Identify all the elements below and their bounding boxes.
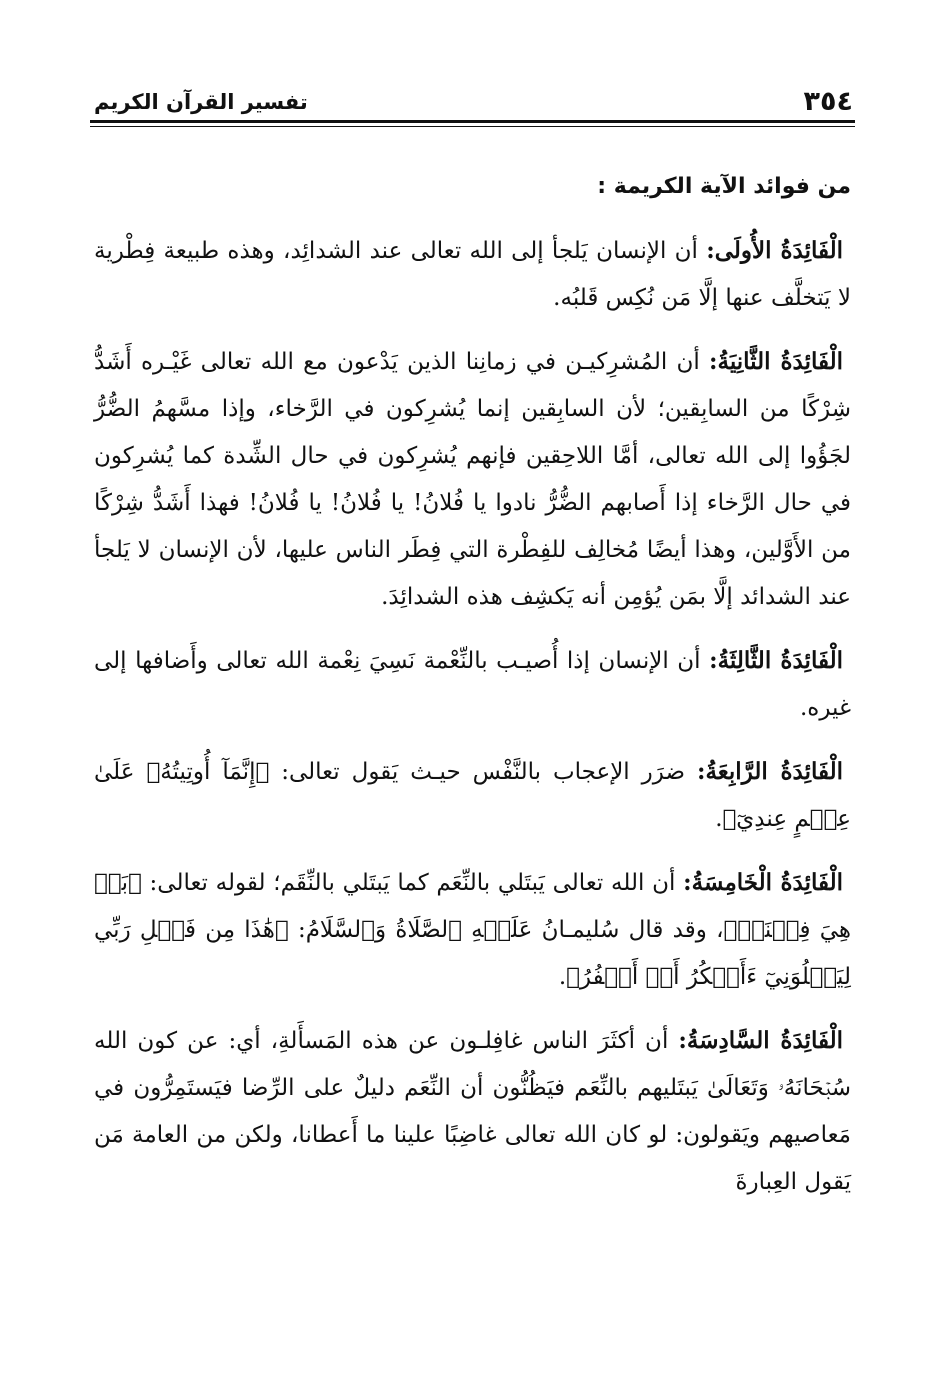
benefit-paragraph-3 xyxy=(94,637,851,732)
benefit-paragraph-6 xyxy=(94,1017,851,1206)
benefit-text: أن الإنسان يَلجأ إلى الله تعالى عند الشدائِد، وهذه طبيعة فِطْرية لا يَتخلَّف عنها إلَّا مَن نُكِس قَلبُه. xyxy=(94,238,851,311)
benefit-paragraph-1 xyxy=(94,227,851,322)
section-heading: من فوائد الآية الكريمة : xyxy=(597,174,851,199)
benefit-label: الْفَائِدَةُ الثَّالِثَةُ: xyxy=(709,647,843,674)
benefit-label: الْفَائِدَةُ الثَّانِيَةُ: xyxy=(709,348,844,375)
book-title: تفسير القرآن الكريم xyxy=(94,90,308,114)
benefit-text: أن الله تعالى يَبتَلي بالنِّعَم كما يَبتَلي بالنِّقَم؛ لقوله تعالى: ﴿بَلۡ هِيَ فِتۡنَةٞ﴾، وقد قال سُليمـانُ عَلَيۡهِ ٱلصَّلَاةُ وَٱلسَّلَامُ: ﴿هَٰذَا مِن فَضۡلِ رَبِّي لِيَبۡلُوَنِيٓ ءَأَشۡكُرُ أَمۡ أَكۡفُرُ﴾. xyxy=(94,870,851,990)
benefit-label: الْفَائِدَةُ الرَّابِعَةُ: xyxy=(696,758,844,785)
benefit-label: الْفَائِدَةُ الْخَامِسَةُ: xyxy=(683,869,844,896)
benefit-paragraph-4 xyxy=(94,748,851,843)
benefit-label: الْفَائِدَةُ السَّادِسَةُ: xyxy=(678,1027,843,1054)
benefit-text: أن الإنسان إذا أُصيـب بالنِّعْمة نَسِيَ نِعْمة الله تعالى وأَضافها إلى غيره. xyxy=(94,648,851,721)
page-body xyxy=(94,165,851,1222)
benefit-text: أن أكثَرَ الناس غافِلـون عن هذه المَسأَلةِ، أي: عن كون الله سُبۡحَانَهُۥ وَتَعَالَىٰ يَبتَليهم بالنِّعَم فيَظُنُّون أن النِّعَم دليلٌ على الرِّضا فيَستَمِرُّون في مَعاصيهم ويَقولون: لو كان الله تعالى غاضِبًا علينا ما أَعطانا، ولكن من العامة مَن يَقول العِبارةَ xyxy=(94,1028,851,1195)
benefit-paragraph-2 xyxy=(94,338,851,621)
benefit-text: أن المُشرِكيـن في زمانِنا الذين يَدْعون مع الله تعالى غَيْـره أَشَدُّ شِرْكًا من السابِقين؛ لأن السابِقين إنما يُشرِكون في الرَّخاء، وإذا مسَّهمُ الضُّرُّ لجَؤُوا إلى الله تعالى، أمَّا اللاحِقين فإنهم يُشرِكون في حال الشِّدة كما يُشرِكون في حال الرَّخاء إذا أَصابهم الضُّرُّ نادوا يا فُلانُ! يا فُلانُ! يا فُلانُ! فهذا أَشَدُّ شِرْكًا من الأَوَّلين، وهذا أيضًا مُخالِف للفِطْرة التي فِطَر الناس عليها، لأن الإنسان لا يَلجأ عند الشدائد إلَّا بمَن يُؤمِن أنه يَكشِف هذه الشدائِدَ. xyxy=(94,349,851,610)
benefit-label: الْفَائِدَةُ الأُولَى: xyxy=(706,237,844,264)
benefit-paragraph-5 xyxy=(94,859,851,1001)
header-rule-thin xyxy=(90,126,855,127)
running-header xyxy=(90,84,855,124)
header-rule xyxy=(90,120,855,123)
page-number: ٣٥٤ xyxy=(803,86,853,117)
benefit-text: ضرَر الإعجاب بالنَّفْس حيـث يَقول تعالى: ﴿إِنَّمَآ أُوتِيتُهُۥ عَلَىٰ عِلۡمٍ عِندِيٓ﴾. xyxy=(94,759,851,832)
